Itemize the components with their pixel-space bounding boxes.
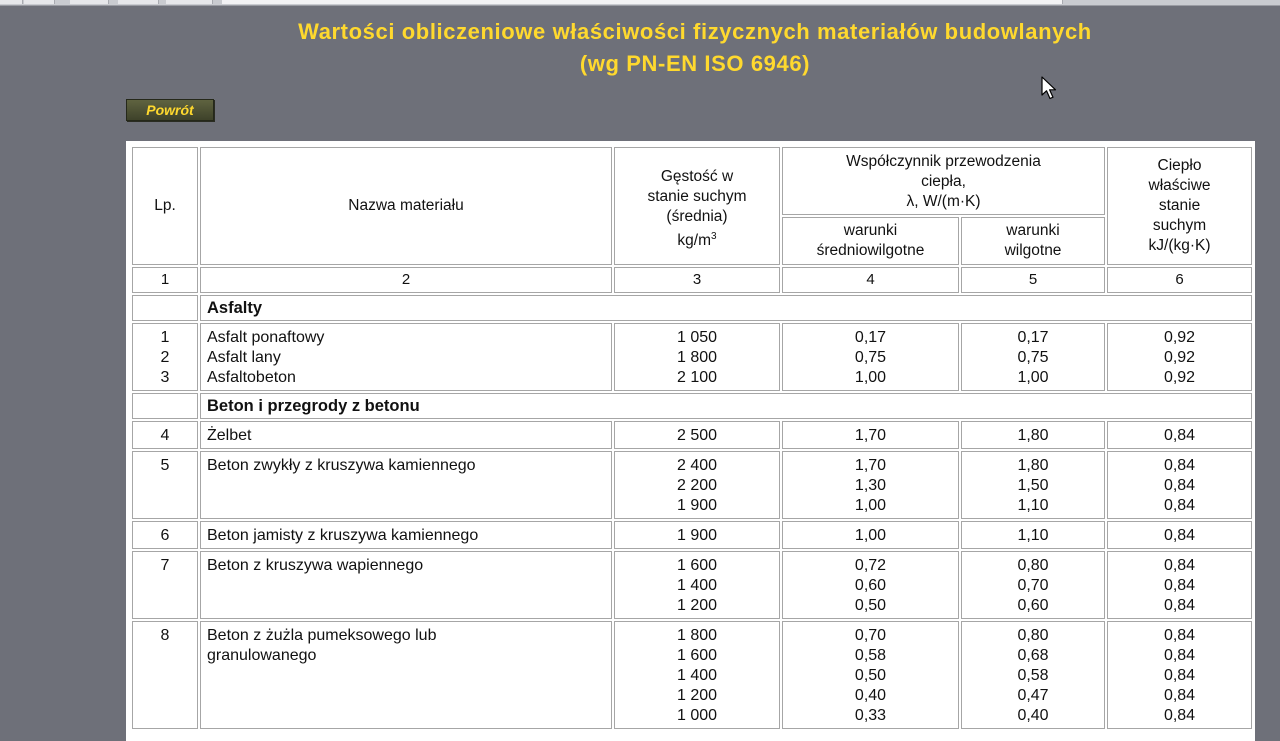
header-heat-line: kJ/(kg·K) (1148, 237, 1211, 254)
toolbar-segment (166, 0, 213, 4)
section-title: Beton i przegrody z betonu (200, 393, 1252, 419)
cell-lp-value: 2 (160, 349, 170, 366)
header-cond-mid-line: warunki (843, 222, 898, 239)
cell-density-value: 1 900 (676, 527, 718, 544)
table-body (132, 295, 1252, 729)
cell-lambda-mid-value: 1,00 (854, 527, 887, 544)
col-number: 6 (1107, 267, 1252, 293)
cell-lambda-mid-value: 0,60 (854, 577, 887, 594)
col-number: 4 (782, 267, 959, 293)
cell-density-value: 1 400 (676, 667, 718, 684)
cell-lambda-wet-value: 0,47 (1017, 687, 1049, 704)
cell-name-value: Beton jamisty z kruszywa kamiennego (207, 527, 479, 544)
cell-lambda-mid-value: 0,33 (854, 707, 887, 724)
cell-lp-value: 8 (160, 627, 170, 644)
cell-heat (1107, 323, 1252, 391)
cell-heat-value: 0,84 (1163, 707, 1196, 724)
cell-lambda-mid (782, 451, 959, 519)
cell-heat-value: 0,92 (1163, 369, 1196, 386)
header-cond-mid-line: średniowilgotne (816, 242, 925, 259)
cell-density-value: 1 800 (676, 349, 718, 366)
cell-name (200, 621, 612, 729)
cell-heat-value: 0,84 (1163, 627, 1196, 644)
cell-lp-value: 5 (160, 457, 170, 474)
cell-heat-value: 0,84 (1163, 427, 1196, 444)
cell-lambda-wet (961, 323, 1105, 391)
cell-lp (132, 323, 198, 391)
cell-lambda-wet-value: 0,40 (1017, 707, 1049, 724)
section-row (132, 295, 1252, 321)
cell-name-value: granulowanego (207, 647, 317, 664)
header-lp: Lp. (132, 147, 198, 265)
cell-density-value: 1 800 (676, 627, 718, 644)
cell-heat (1107, 621, 1252, 729)
toolbar-segment (24, 0, 55, 4)
page-title-line1: Wartości obliczeniowe właściwości fizycznych materiałów budowlanych (298, 19, 1092, 44)
cell-density (614, 551, 780, 619)
header-cond-wet-line: warunki (1006, 222, 1060, 239)
cell-lambda-wet-value: 0,58 (1017, 667, 1049, 684)
cell-heat-value: 0,84 (1163, 667, 1196, 684)
cell-name (200, 421, 612, 449)
header-cond-wet-line: wilgotne (1004, 242, 1062, 259)
cell-lambda-mid (782, 521, 959, 549)
cell-lambda-mid (782, 323, 959, 391)
cell-density (614, 451, 780, 519)
table-row (132, 551, 1252, 619)
section-title: Asfalty (200, 295, 1252, 321)
cell-lambda-wet (961, 521, 1105, 549)
table-row (132, 421, 1252, 449)
header-heat-line: stanie (1158, 197, 1201, 214)
cell-density-value: 2 200 (676, 477, 718, 494)
cell-heat-value: 0,92 (1163, 349, 1196, 366)
cell-lambda-wet-value: 0,68 (1017, 647, 1049, 664)
cell-lp (132, 551, 198, 619)
cell-lambda-wet-value: 1,50 (1017, 477, 1049, 494)
cell-lp (132, 451, 198, 519)
header-heat-line: suchym (1152, 217, 1207, 234)
cell-lambda-mid-value: 0,58 (854, 647, 887, 664)
cell-lambda-mid-value: 1,30 (854, 477, 887, 494)
cell-heat-value: 0,84 (1163, 527, 1196, 544)
header-density-line: Gęstość w (660, 167, 734, 185)
cell-density-value: 1 000 (676, 707, 718, 724)
cell-name (200, 323, 612, 391)
cell-heat-value: 0,92 (1163, 329, 1196, 346)
cell-name-value: Asfalt ponaftowy (207, 329, 325, 346)
cell-lambda-wet-value: 1,10 (1017, 497, 1049, 514)
table-row (132, 521, 1252, 549)
col-number: 2 (200, 267, 612, 293)
header-density-line: (średnia) (666, 207, 728, 225)
cell-lambda-mid-value: 0,75 (854, 349, 887, 366)
cell-lambda-mid-value: 1,00 (854, 369, 887, 386)
cell-lambda-wet-value: 0,80 (1017, 627, 1049, 644)
cell-lambda-wet (961, 551, 1105, 619)
cell-lambda-mid-value: 1,70 (854, 427, 887, 444)
cell-lambda-wet-value: 1,00 (1017, 369, 1049, 386)
browser-top-strip (0, 0, 1280, 6)
cell-heat (1107, 451, 1252, 519)
cell-lambda-mid (782, 551, 959, 619)
cell-lambda-wet-value: 0,17 (1017, 329, 1049, 346)
cell-lambda-mid-value: 1,00 (854, 497, 887, 514)
cell-lambda-mid-value: 0,50 (854, 667, 887, 684)
cell-density-value: 2 400 (676, 457, 718, 474)
cell-heat-value: 0,84 (1163, 457, 1196, 474)
cell-lambda-mid-value: 0,40 (854, 687, 887, 704)
page-title-line2: (wg PN-EN ISO 6946) (579, 51, 811, 76)
toolbar-segment (70, 0, 109, 4)
header-heat-line: Ciepło (1157, 157, 1202, 174)
header-lambda-line: λ, W/(m·K) (906, 193, 981, 210)
col-number: 5 (961, 267, 1105, 293)
cell-name-value: Żelbet (207, 427, 252, 444)
cell-heat-value: 0,84 (1163, 577, 1196, 594)
cell-density-value: 1 400 (676, 577, 718, 594)
cell-density-value: 1 600 (676, 647, 718, 664)
table-row (132, 323, 1252, 391)
cell-lambda-wet (961, 421, 1105, 449)
cell-lp-value: 6 (160, 527, 170, 544)
cell-lambda-wet-value: 1,10 (1017, 527, 1049, 544)
back-button[interactable]: Powrót (126, 99, 214, 121)
header-density-line: stanie suchym (647, 187, 747, 205)
cell-name-value: Asfalt lany (207, 349, 281, 366)
cell-density-value: 1 200 (676, 597, 718, 614)
cell-lambda-wet-value: 1,80 (1017, 427, 1049, 444)
section-lp-cell (132, 295, 198, 321)
cell-lp (132, 521, 198, 549)
cell-lambda-mid-value: 0,70 (854, 627, 887, 644)
cell-lp-value: 1 (160, 329, 170, 346)
cell-heat-value: 0,84 (1163, 597, 1196, 614)
header-density (614, 147, 780, 265)
cell-density-value: 2 100 (676, 369, 718, 386)
header-density-unit-sup: 3 (711, 230, 717, 242)
cell-name-value: Beton z kruszywa wapiennego (207, 557, 424, 574)
header-heat-line: właściwe (1148, 177, 1211, 194)
cell-lambda-wet (961, 621, 1105, 729)
cell-heat-value: 0,84 (1163, 497, 1196, 514)
header-name: Nazwa materiału (200, 147, 612, 265)
col-number: 1 (132, 267, 198, 293)
header-lambda-line: ciepła, (921, 173, 966, 190)
cell-lambda-wet (961, 451, 1105, 519)
table-row (132, 451, 1252, 519)
toolbar-segment (118, 0, 159, 4)
cell-lambda-mid (782, 621, 959, 729)
cell-density (614, 621, 780, 729)
header-lambda-line: Współczynnik przewodzenia (846, 153, 1041, 170)
cell-lp (132, 421, 198, 449)
cell-name (200, 551, 612, 619)
cell-lp-value: 4 (160, 427, 170, 444)
header-heat (1107, 147, 1252, 265)
cell-name-value: Beton zwykły z kruszywa kamiennego (207, 457, 476, 474)
cell-lambda-wet-value: 0,75 (1017, 349, 1049, 366)
cell-lambda-mid (782, 421, 959, 449)
materials-table-container (126, 141, 1255, 741)
materials-table (130, 145, 1254, 731)
mouse-cursor-icon (1041, 76, 1061, 102)
cell-heat-value: 0,84 (1163, 687, 1196, 704)
section-row (132, 393, 1252, 419)
cell-lp (132, 621, 198, 729)
cell-lambda-wet-value: 1,80 (1017, 457, 1049, 474)
cell-heat (1107, 521, 1252, 549)
page-title (120, 16, 1270, 80)
col-number: 3 (614, 267, 780, 293)
cell-name (200, 521, 612, 549)
cell-name-value: Beton z żużla pumeksowego lub (207, 627, 437, 644)
cell-name-value: Asfaltobeton (207, 369, 296, 386)
cell-density-value: 1 200 (676, 687, 718, 704)
header-density-unit (621, 227, 773, 251)
cell-heat (1107, 421, 1252, 449)
cell-density-value: 1 050 (676, 329, 718, 346)
cell-heat-value: 0,84 (1163, 647, 1196, 664)
cell-density-value: 1 600 (676, 557, 718, 574)
header-lambda (782, 147, 1105, 215)
table-row (132, 621, 1252, 729)
header-density-unit-text: kg/m (677, 232, 712, 250)
cell-lp-value: 7 (160, 557, 170, 574)
cell-density-value: 2 500 (676, 427, 718, 444)
cell-density (614, 421, 780, 449)
cell-lambda-mid-value: 0,17 (854, 329, 887, 346)
cell-lambda-mid-value: 0,50 (854, 597, 887, 614)
cell-lambda-wet-value: 0,70 (1017, 577, 1049, 594)
cell-density (614, 521, 780, 549)
cell-name (200, 451, 612, 519)
cell-lambda-wet-value: 0,80 (1017, 557, 1049, 574)
cell-lambda-mid-value: 0,72 (854, 557, 887, 574)
header-cond-wet (961, 217, 1105, 265)
cell-lambda-wet-value: 0,60 (1017, 597, 1049, 614)
toolbar-segment (0, 0, 23, 4)
cell-lp-value: 3 (160, 369, 170, 386)
cell-lambda-mid-value: 1,70 (854, 457, 887, 474)
cell-heat-value: 0,84 (1163, 557, 1196, 574)
section-lp-cell (132, 393, 198, 419)
cell-density-value: 1 900 (676, 497, 718, 514)
cell-heat-value: 0,84 (1163, 477, 1196, 494)
cell-density (614, 323, 780, 391)
address-bar[interactable] (222, 0, 1063, 4)
cell-heat (1107, 551, 1252, 619)
header-cond-mid (782, 217, 959, 265)
